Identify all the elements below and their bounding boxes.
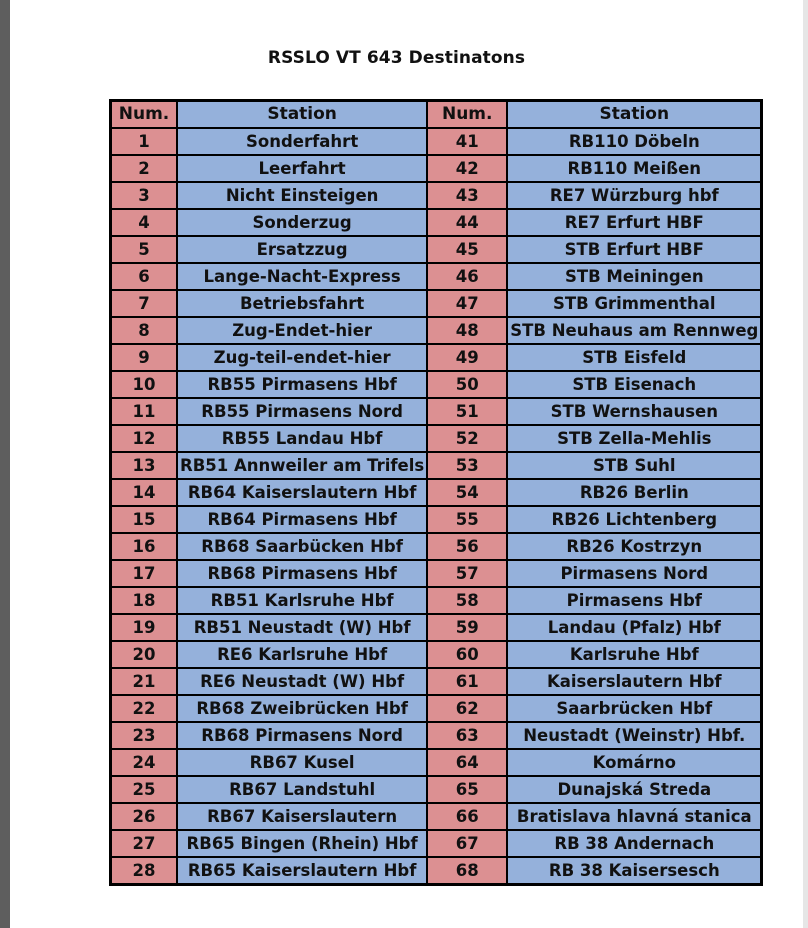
row-station-left: RE6 Karlsruhe Hbf [177,641,427,668]
row-station-right: STB Eisenach [507,371,762,398]
row-num-right: 42 [427,155,507,182]
table-row [111,776,762,803]
table-row [111,722,762,749]
row-num-right: 65 [427,776,507,803]
row-station-left: RB65 Kaiserslautern Hbf [177,857,427,885]
row-station-left: Sonderfahrt [177,128,427,155]
table-row [111,614,762,641]
table-row [111,425,762,452]
table-row [111,317,762,344]
table-row [111,182,762,209]
row-num-right: 55 [427,506,507,533]
table-row [111,209,762,236]
row-num-left: 15 [111,506,178,533]
table-row [111,398,762,425]
table-row [111,479,762,506]
table-row [111,641,762,668]
row-num-left: 23 [111,722,178,749]
row-station-right: Pirmasens Nord [507,560,762,587]
row-num-left: 13 [111,452,178,479]
table-row [111,371,762,398]
row-station-left: RB64 Kaiserslautern Hbf [177,479,427,506]
row-num-left: 3 [111,182,178,209]
table-row [111,128,762,155]
table-header-row [111,101,762,129]
document-page [10,0,803,928]
table-row [111,533,762,560]
row-num-left: 2 [111,155,178,182]
table-row [111,506,762,533]
row-num-right: 48 [427,317,507,344]
row-num-left: 16 [111,533,178,560]
row-num-right: 67 [427,830,507,857]
row-station-right: Kaiserslautern Hbf [507,668,762,695]
row-num-left: 6 [111,263,178,290]
row-num-right: 68 [427,857,507,885]
table-row [111,155,762,182]
row-station-left: Zug-teil-endet-hier [177,344,427,371]
row-station-right: RB26 Berlin [507,479,762,506]
row-num-left: 21 [111,668,178,695]
row-station-right: RB 38 Kaisersesch [507,857,762,885]
row-station-right: RB26 Lichtenberg [507,506,762,533]
row-num-right: 61 [427,668,507,695]
table-row [111,803,762,830]
header-num-1: Num. [111,101,178,129]
row-station-left: Zug-Endet-hier [177,317,427,344]
row-num-left: 1 [111,128,178,155]
row-station-left: RB67 Kaiserslautern [177,803,427,830]
row-num-left: 26 [111,803,178,830]
destinations-table [109,99,763,886]
row-num-left: 20 [111,641,178,668]
row-station-right: RE7 Würzburg hbf [507,182,762,209]
row-station-right: Pirmasens Hbf [507,587,762,614]
row-station-left: Betriebsfahrt [177,290,427,317]
row-station-left: RE6 Neustadt (W) Hbf [177,668,427,695]
row-station-left: RB67 Landstuhl [177,776,427,803]
table-body [111,128,762,885]
row-station-right: Bratislava hlavná stanica [507,803,762,830]
row-station-left: RB67 Kusel [177,749,427,776]
row-station-left: RB68 Pirmasens Hbf [177,560,427,587]
row-station-left: Nicht Einsteigen [177,182,427,209]
row-num-right: 44 [427,209,507,236]
table-row [111,749,762,776]
row-num-right: 63 [427,722,507,749]
table-row [111,344,762,371]
row-station-right: STB Meiningen [507,263,762,290]
row-station-left: Leerfahrt [177,155,427,182]
row-station-left: RB51 Annweiler am Trifels [177,452,427,479]
row-station-left: RB64 Pirmasens Hbf [177,506,427,533]
row-num-left: 24 [111,749,178,776]
row-num-left: 4 [111,209,178,236]
row-num-right: 58 [427,587,507,614]
row-num-left: 10 [111,371,178,398]
row-num-left: 27 [111,830,178,857]
row-num-right: 66 [427,803,507,830]
row-station-left: RB51 Karlsruhe Hbf [177,587,427,614]
row-station-right: RB110 Döbeln [507,128,762,155]
table-row [111,236,762,263]
row-num-left: 9 [111,344,178,371]
row-num-left: 7 [111,290,178,317]
row-station-left: RB65 Bingen (Rhein) Hbf [177,830,427,857]
row-num-right: 45 [427,236,507,263]
row-num-right: 50 [427,371,507,398]
table-row [111,560,762,587]
header-num-2: Num. [427,101,507,129]
row-station-left: RB55 Landau Hbf [177,425,427,452]
row-station-right: STB Grimmenthal [507,290,762,317]
row-num-left: 8 [111,317,178,344]
row-num-right: 53 [427,452,507,479]
table-row [111,452,762,479]
row-station-left: Ersatzzug [177,236,427,263]
row-num-left: 25 [111,776,178,803]
row-num-left: 11 [111,398,178,425]
row-num-left: 19 [111,614,178,641]
row-station-right: Landau (Pfalz) Hbf [507,614,762,641]
table-row [111,695,762,722]
table-row [111,830,762,857]
row-num-left: 12 [111,425,178,452]
row-station-left: RB51 Neustadt (W) Hbf [177,614,427,641]
row-station-left: RB55 Pirmasens Nord [177,398,427,425]
row-station-right: RB26 Kostrzyn [507,533,762,560]
row-num-left: 5 [111,236,178,263]
row-station-right: Neustadt (Weinstr) Hbf. [507,722,762,749]
row-num-right: 62 [427,695,507,722]
row-num-left: 18 [111,587,178,614]
row-num-left: 28 [111,857,178,885]
row-station-right: STB Suhl [507,452,762,479]
row-num-right: 64 [427,749,507,776]
scrollbar[interactable] [803,0,808,928]
header-station-2: Station [507,101,762,129]
row-num-right: 52 [427,425,507,452]
table-row [111,587,762,614]
row-station-right: Saarbrücken Hbf [507,695,762,722]
row-station-right: STB Eisfeld [507,344,762,371]
row-station-right: Karlsruhe Hbf [507,641,762,668]
row-num-right: 49 [427,344,507,371]
row-station-right: RB110 Meißen [507,155,762,182]
row-num-left: 14 [111,479,178,506]
row-num-right: 60 [427,641,507,668]
row-station-left: RB68 Pirmasens Nord [177,722,427,749]
row-num-right: 56 [427,533,507,560]
row-num-right: 51 [427,398,507,425]
row-num-right: 46 [427,263,507,290]
table-row [111,857,762,885]
row-station-left: RB68 Zweibrücken Hbf [177,695,427,722]
row-station-right: RE7 Erfurt HBF [507,209,762,236]
document-title: RSSLO VT 643 Destinatons [267,48,526,68]
row-station-right: Komárno [507,749,762,776]
table-row [111,263,762,290]
row-num-right: 54 [427,479,507,506]
table-row [111,290,762,317]
row-station-right: STB Wernshausen [507,398,762,425]
row-station-right: RB 38 Andernach [507,830,762,857]
row-station-right: STB Erfurt HBF [507,236,762,263]
header-station-1: Station [177,101,427,129]
table-row [111,668,762,695]
row-num-right: 47 [427,290,507,317]
row-station-left: RB68 Saarbücken Hbf [177,533,427,560]
row-num-right: 41 [427,128,507,155]
row-num-left: 17 [111,560,178,587]
row-num-right: 43 [427,182,507,209]
row-num-right: 59 [427,614,507,641]
row-station-left: Lange-Nacht-Express [177,263,427,290]
row-station-right: Dunajská Streda [507,776,762,803]
row-station-right: STB Zella-Mehlis [507,425,762,452]
row-num-left: 22 [111,695,178,722]
row-station-left: RB55 Pirmasens Hbf [177,371,427,398]
row-station-left: Sonderzug [177,209,427,236]
row-num-right: 57 [427,560,507,587]
row-station-right: STB Neuhaus am Rennweg [507,317,762,344]
